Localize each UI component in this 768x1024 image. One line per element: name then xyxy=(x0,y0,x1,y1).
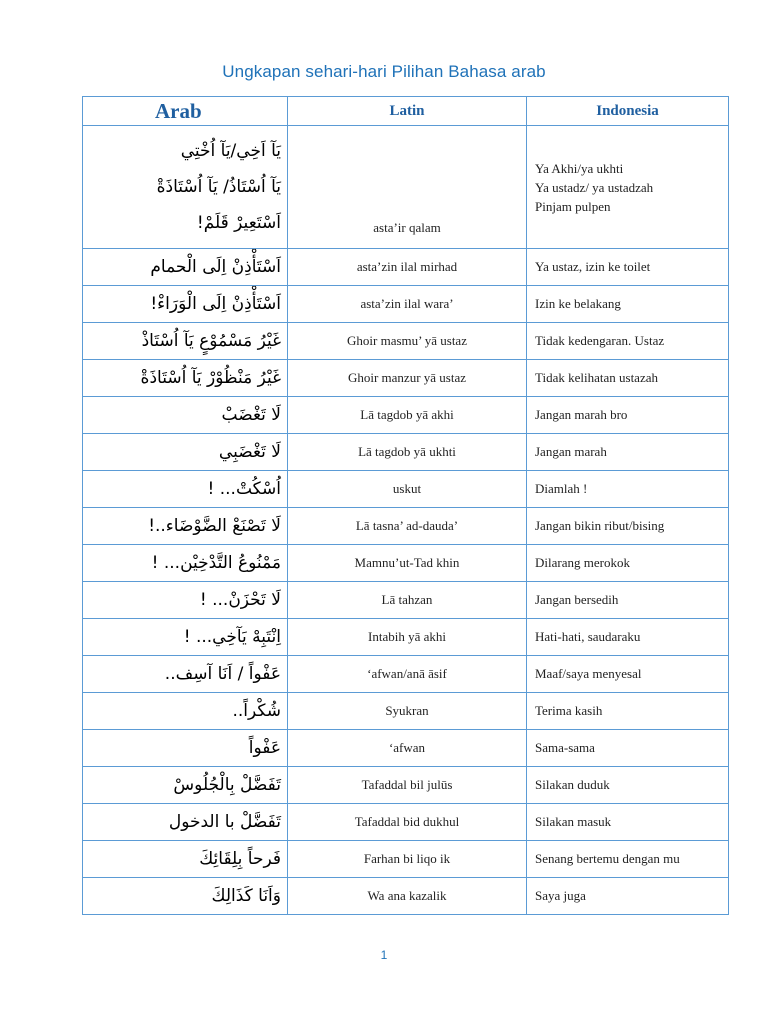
arab-cell: لَا تَحْزَنْ... ! xyxy=(83,582,288,619)
latin-cell: ‘afwan/anā āsif xyxy=(288,656,527,693)
table-row xyxy=(83,619,729,656)
indonesia-cell: Terima kasih xyxy=(527,693,729,730)
latin-cell: asta’ir qalam xyxy=(288,126,527,249)
arab-cell: تَفَضَّلْ بِالْجُلُوسْ xyxy=(83,767,288,804)
latin-cell: Farhan bi liqo ik xyxy=(288,841,527,878)
arab-cell: عَفْواً / اَنَا آسِف.. xyxy=(83,656,288,693)
indonesia-cell: Ya ustaz, izin ke toilet xyxy=(527,249,729,286)
header-indonesia: Indonesia xyxy=(527,97,729,126)
arab-cell: اُسْكُتْ... ! xyxy=(83,471,288,508)
latin-cell: Lā tagdob yā akhi xyxy=(288,397,527,434)
table-header-row xyxy=(83,97,729,126)
indonesia-cell: Senang bertemu dengan mu xyxy=(527,841,729,878)
indonesia-cell: Sama-sama xyxy=(527,730,729,767)
table-row xyxy=(83,249,729,286)
arab-cell: اَسْتَأْذِنْ اِلَى الْحمام xyxy=(83,249,288,286)
latin-cell: asta’zin ilal mirhad xyxy=(288,249,527,286)
indonesia-cell: Diamlah ! xyxy=(527,471,729,508)
indonesia-cell: Tidak kelihatan ustazah xyxy=(527,360,729,397)
arab-cell: لَا تَغْضَبِي xyxy=(83,434,288,471)
arab-cell xyxy=(83,126,288,249)
arab-cell: لَا تَغْضَبْ xyxy=(83,397,288,434)
latin-cell: Wa ana kazalik xyxy=(288,878,527,915)
indonesia-cell xyxy=(527,126,729,249)
table-row xyxy=(83,545,729,582)
indonesia-cell: Saya juga xyxy=(527,878,729,915)
table-row xyxy=(83,841,729,878)
latin-cell: Mamnu’ut-Tad khin xyxy=(288,545,527,582)
table-row xyxy=(83,397,729,434)
arab-cell: عَفْواً xyxy=(83,730,288,767)
indonesia-cell: Jangan marah xyxy=(527,434,729,471)
arab-cell: اَسْتَأْذِنْ اِلَى الْوَرَاءْ! xyxy=(83,286,288,323)
header-latin: Latin xyxy=(288,97,527,126)
latin-cell: Tafaddal bil julūs xyxy=(288,767,527,804)
table-row xyxy=(83,360,729,397)
indonesia-cell: Izin ke belakang xyxy=(527,286,729,323)
indonesia-cell: Dilarang merokok xyxy=(527,545,729,582)
latin-cell: uskut xyxy=(288,471,527,508)
arab-cell: وَاَنَا كَذَالِكَ xyxy=(83,878,288,915)
table-row xyxy=(83,508,729,545)
latin-cell: Lā tagdob yā ukhti xyxy=(288,434,527,471)
arab-cell: تَفَضَّلْ با الدخول xyxy=(83,804,288,841)
arab-cell: فَرحاً بِلِقَائِكَ xyxy=(83,841,288,878)
indonesia-cell: Maaf/saya menyesal xyxy=(527,656,729,693)
indonesia-line: Ya Akhi/ya ukhti xyxy=(535,160,624,176)
latin-cell: Ghoir manzur yā ustaz xyxy=(288,360,527,397)
latin-cell: Lā tasna’ ad-dauda’ xyxy=(288,508,527,545)
table-row xyxy=(83,471,729,508)
indonesia-cell: Jangan bersedih xyxy=(527,582,729,619)
indonesia-cell: Tidak kedengaran. Ustaz xyxy=(527,323,729,360)
latin-cell: Tafaddal bid dukhul xyxy=(288,804,527,841)
table-row xyxy=(83,582,729,619)
table-row xyxy=(83,323,729,360)
arab-cell: لَا تَصْنَعْ الضَّوْضَاء..! xyxy=(83,508,288,545)
table-row xyxy=(83,656,729,693)
arab-line: اَسْتَعِيرْ قَلَمْ! xyxy=(196,213,281,233)
header-arab: Arab xyxy=(83,97,288,126)
latin-cell: Ghoir masmu’ yā ustaz xyxy=(288,323,527,360)
table-row xyxy=(83,434,729,471)
arab-cell: اِنْتَبِهْ يَآخِي... ! xyxy=(83,619,288,656)
table-row xyxy=(83,804,729,841)
indonesia-cell: Hati-hati, saudaraku xyxy=(527,619,729,656)
latin-cell: Lā tahzan xyxy=(288,582,527,619)
indonesia-cell: Jangan bikin ribut/bising xyxy=(527,508,729,545)
table-row xyxy=(83,693,729,730)
indonesia-cell: Silakan masuk xyxy=(527,804,729,841)
arab-cell: غَيْرُ مَسْمُوْعٍ يَآ اُسْتَاذْ xyxy=(83,323,288,360)
table-row xyxy=(83,286,729,323)
arab-cell: غَيْرُ مَنْظُوْرْ يَآ اُسْتَاذَةْ xyxy=(83,360,288,397)
latin-cell: Intabih yā akhi xyxy=(288,619,527,656)
table-row xyxy=(83,767,729,804)
arab-cell: مَمْنُوعُ التَّدْخِيْن... ! xyxy=(83,545,288,582)
arab-line: يَآ اَخِي/يَآ اُخْتِي xyxy=(180,141,281,161)
phrase-table xyxy=(82,96,729,915)
latin-cell: Syukran xyxy=(288,693,527,730)
indonesia-cell: Silakan duduk xyxy=(527,767,729,804)
indonesia-cell: Jangan marah bro xyxy=(527,397,729,434)
table-row xyxy=(83,730,729,767)
latin-cell: asta’zin ilal wara’ xyxy=(288,286,527,323)
indonesia-line: Pinjam pulpen xyxy=(535,198,611,214)
latin-cell: ‘afwan xyxy=(288,730,527,767)
indonesia-line: Ya ustadz/ ya ustadzah xyxy=(535,179,654,195)
table-row xyxy=(83,878,729,915)
page-number: 1 xyxy=(380,948,388,962)
arab-cell: شُكْراً.. xyxy=(83,693,288,730)
page-title: Ungkapan sehari-hari Pilihan Bahasa arab xyxy=(222,62,546,81)
table-row xyxy=(83,126,729,249)
arab-line: يَآ اُسْتَاذُ/ يَآ اُسْتَاذَةْ xyxy=(156,177,281,197)
